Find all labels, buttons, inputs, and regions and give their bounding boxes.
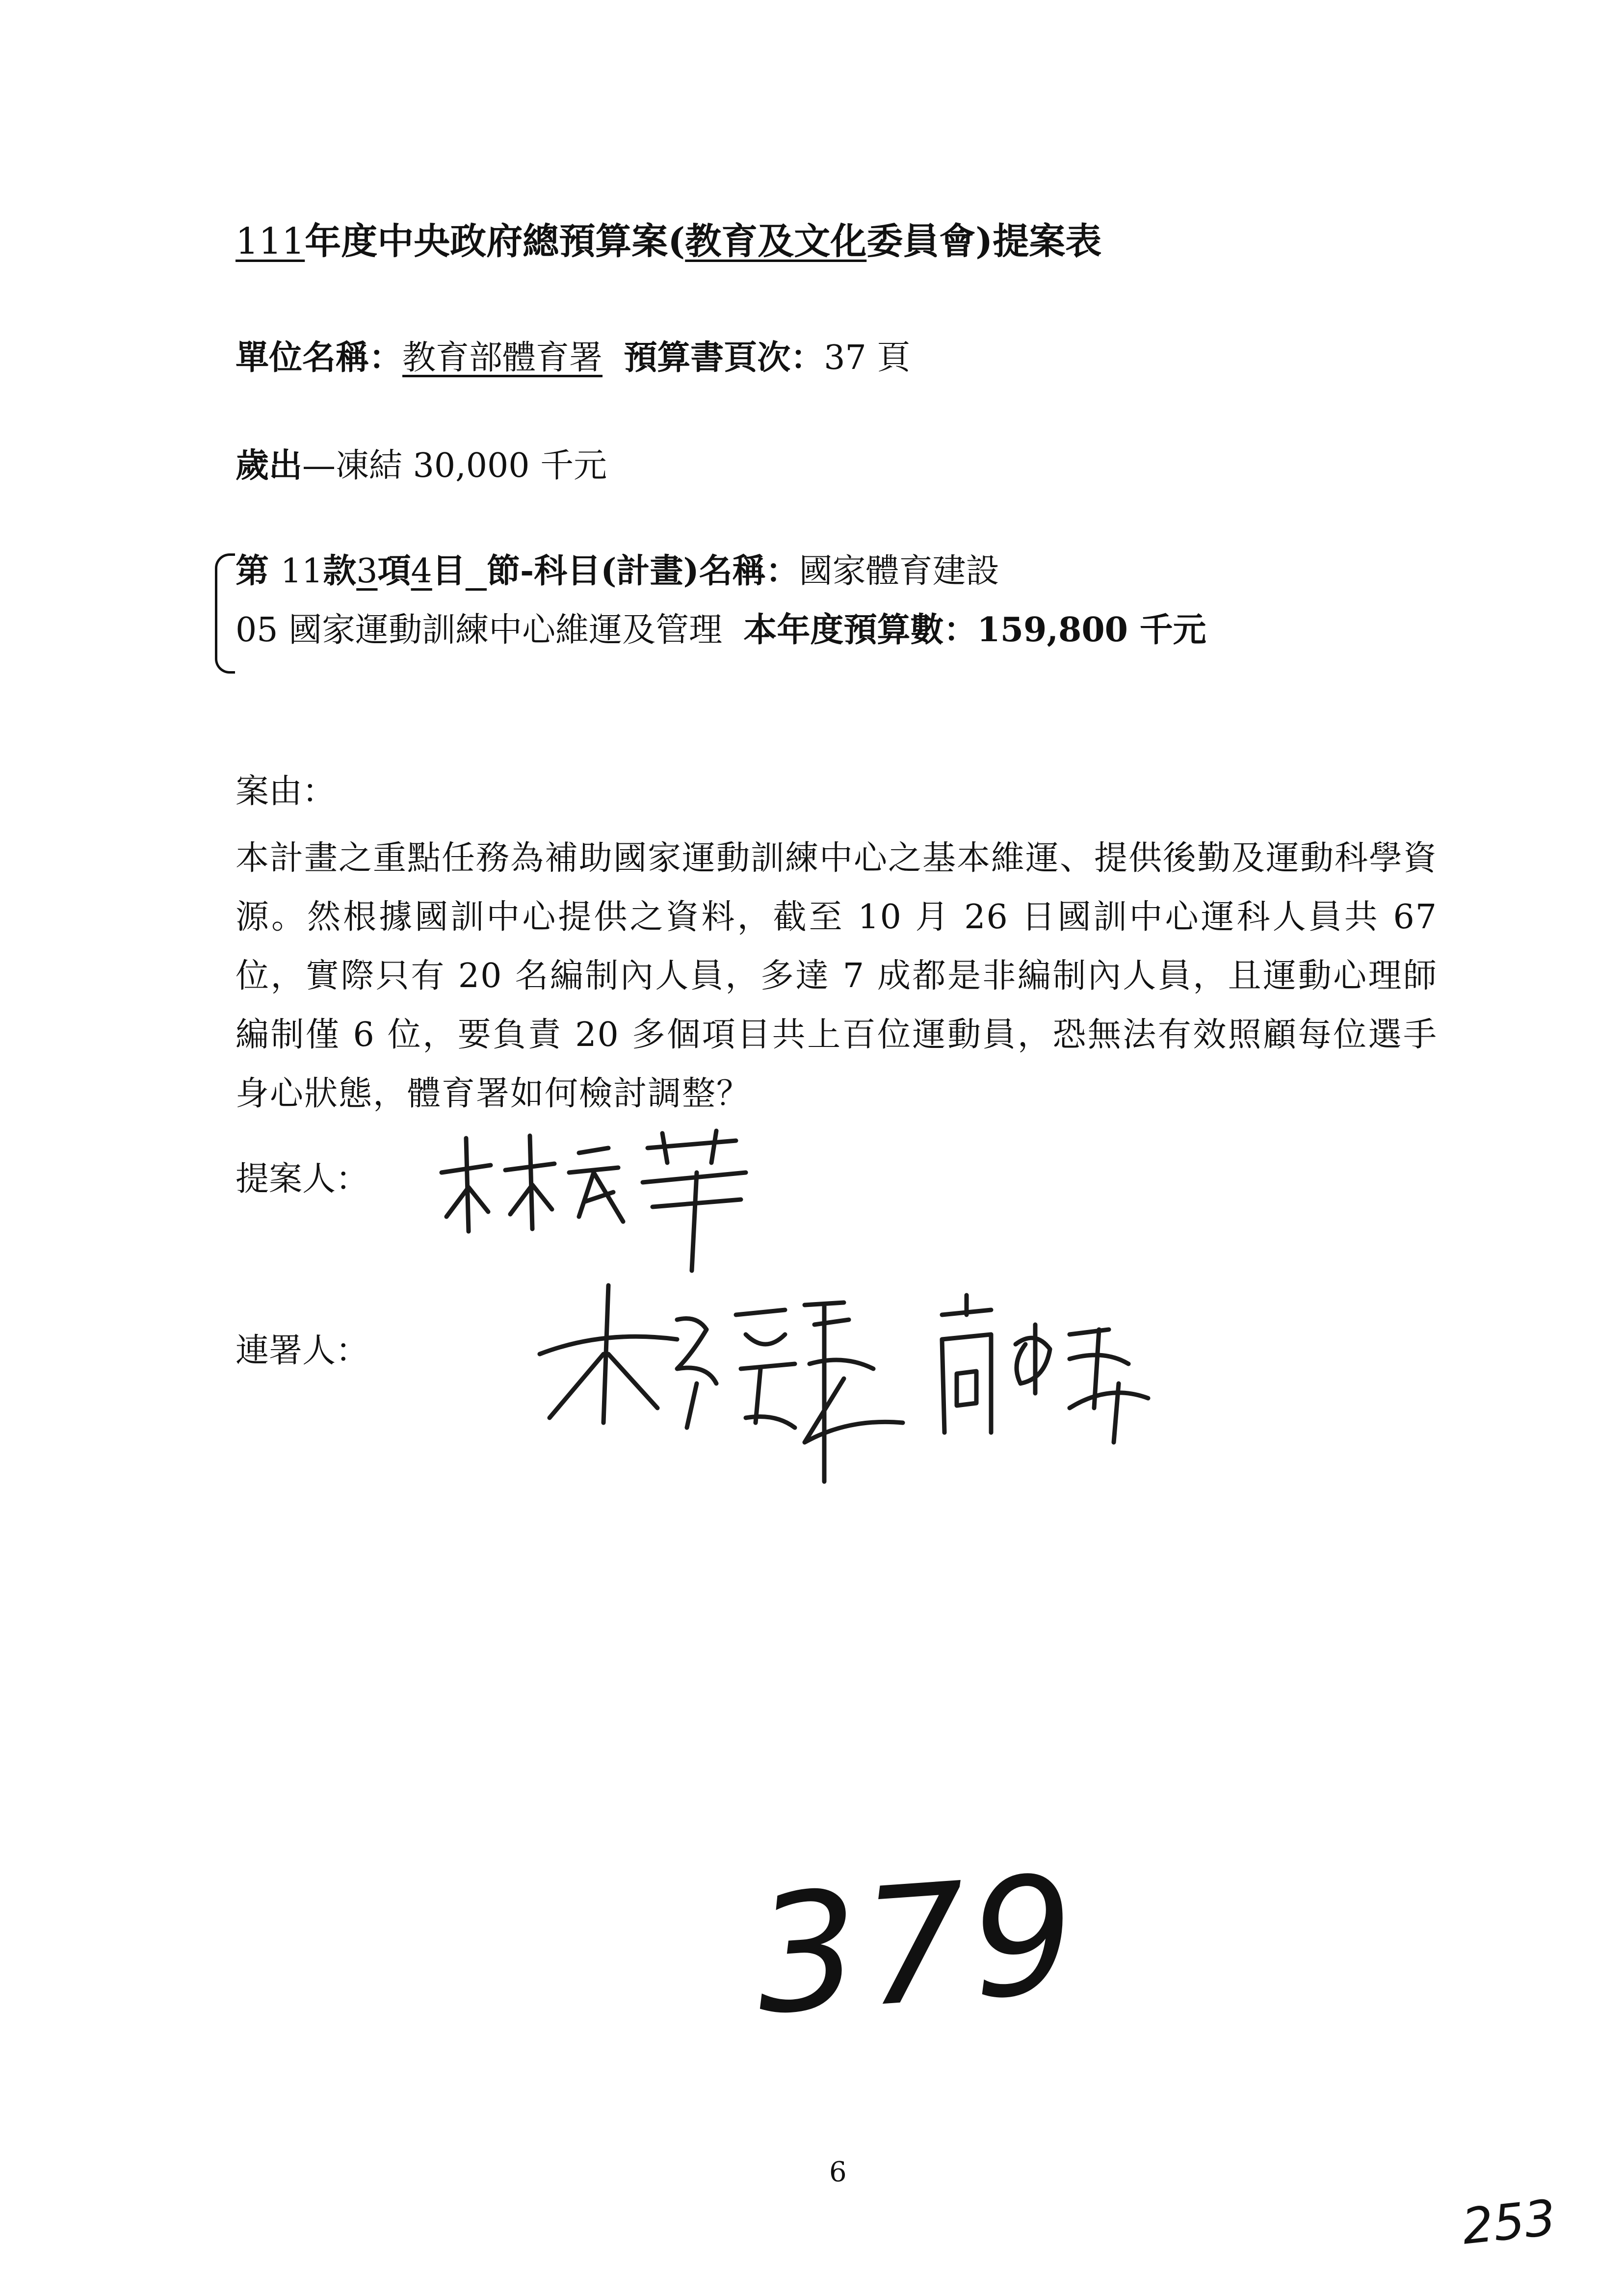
reason-label: 案由： — [236, 772, 336, 811]
budget-page-label: 預算書頁次： — [624, 338, 824, 377]
item-budget-value: 159,800 千元 — [977, 610, 1206, 650]
title-part1: 年度中央政府總預算案( — [305, 220, 685, 262]
cosigner-signature-1 — [530, 1256, 922, 1511]
handwritten-page-number: 379 — [749, 1840, 1086, 2051]
unit-line — [236, 338, 911, 377]
item-xiang: 3 — [356, 552, 378, 591]
title-part2: 委員會)提案表 — [866, 220, 1102, 262]
item-bracket — [215, 553, 235, 674]
freeze-label: 歲出 — [236, 446, 303, 485]
item-line-2 — [236, 610, 1206, 650]
title-year: 111 — [236, 220, 305, 262]
item-jie-label: 節 — [487, 551, 521, 591]
title-committee: 教育及文化 — [685, 220, 867, 262]
budget-page-value: 37 頁 — [824, 339, 911, 377]
unit-name: 教育部體育署 — [402, 339, 603, 377]
item-sub-code-name: 05 國家運動訓練中心維運及管理 — [236, 611, 723, 650]
freeze-text: —凍結 30,000 千元 — [302, 446, 607, 485]
freeze-line — [236, 446, 607, 485]
item-xiang-label: 項 — [377, 551, 411, 591]
cosigner-label: 連署人： — [236, 1331, 369, 1370]
item-line-1 — [236, 551, 999, 591]
item-prefix: 第 — [236, 551, 281, 591]
cosigner-signature-2 — [922, 1285, 1158, 1452]
item-kuan-label: 款 — [323, 551, 357, 591]
proposer-label: 提案人： — [236, 1160, 369, 1199]
reason-text: 本計畫之重點任務為補助國家運動訓練中心之基本維運、提供後勤及運動科學資源。然根據國訓中心提供之資料，截至 10 月 26 日國訓中心運科人員共 67 位，實際只有 20 名編制內人員，多達 7 成都是非編制內人員，且運動心理師編制僅 6 位，要負責 20 多個項目共上百位運動員，恐無法有效照顧每位選手身心狀態，體育署如何檢討調整？ — [236, 839, 1438, 1113]
item-subject-label: -科目(計畫)名稱： — [520, 551, 799, 591]
item-mu-label: 目 — [432, 551, 466, 591]
unit-label: 單位名稱： — [236, 338, 403, 377]
item-mu: 4 — [411, 552, 432, 591]
corner-handwritten-number: 253 — [1459, 2189, 1559, 2256]
item-kuan: 11 — [280, 552, 323, 591]
printed-page-number: 6 — [829, 2156, 847, 2188]
item-budget-label: 本年度預算數： — [743, 610, 977, 650]
form-title — [236, 220, 1102, 262]
item-subject-name: 國家體育建設 — [799, 552, 999, 591]
